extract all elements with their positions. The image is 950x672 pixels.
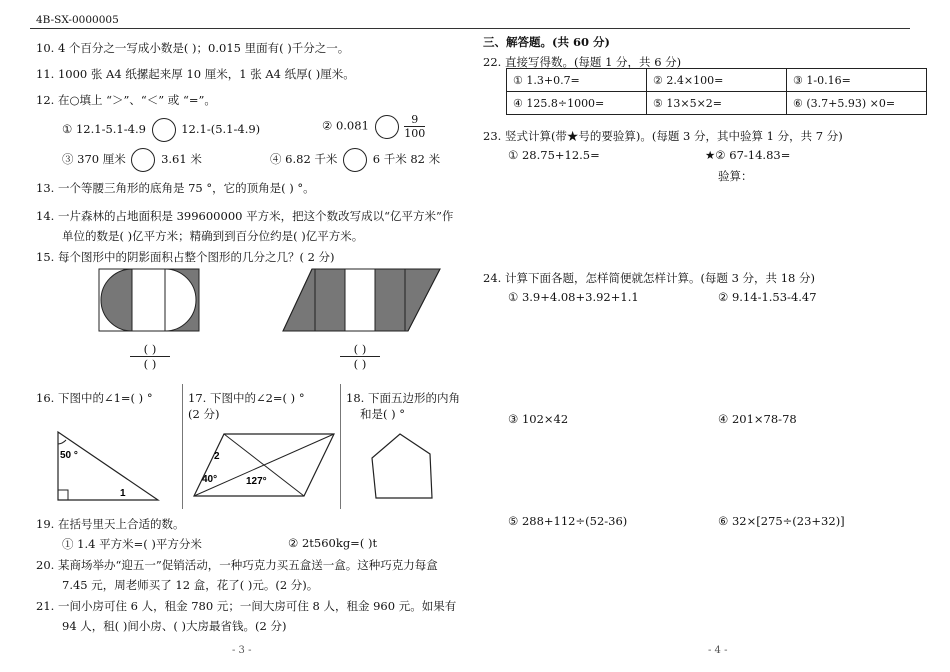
divider xyxy=(182,384,183,509)
q16-angle-1-label: 1 xyxy=(120,488,126,499)
q12-item-2 xyxy=(322,113,425,140)
q18-pentagon xyxy=(370,432,438,500)
q12a-right: 12.1-(5.1-4.9) xyxy=(181,122,261,136)
question-20-line2: 7.45 元，周老师买了 12 盒，花了( )元。(2 分)。 xyxy=(62,578,319,592)
page-number-left: - 3 - xyxy=(232,645,252,656)
q15a-denominator: ( ) xyxy=(130,356,170,371)
table-cell[interactable]: ② 2.4×100= xyxy=(647,69,787,92)
q12-item-4 xyxy=(270,148,440,172)
table-row xyxy=(507,92,927,115)
q12-item-1 xyxy=(62,118,260,142)
table-cell[interactable]: ① 1.3+0.7= xyxy=(507,69,647,92)
divider xyxy=(340,384,341,509)
question-14-line1: 14. 一片森林的占地面积是 399600000 平方米，把这个数改写成以“亿平方米”作 xyxy=(36,209,454,223)
q15a-answer[interactable] xyxy=(130,342,170,371)
compare-circle[interactable] xyxy=(152,118,176,142)
section-title: 三、解答题。(共 60 分) xyxy=(483,35,610,49)
table-cell[interactable]: ③ 1-0.16= xyxy=(787,69,927,92)
q16-angle-label: 50 ° xyxy=(60,450,78,461)
fraction-denominator: 100 xyxy=(404,127,426,140)
q24-item-4: ④ 201×78-78 xyxy=(718,412,797,426)
q17-parallelogram xyxy=(192,432,338,498)
question-17-line1: 17. 下图中的∠2=( ) ° xyxy=(188,391,305,405)
q12c-left: ③ 370 厘米 xyxy=(62,152,126,166)
q15b-numerator: ( ) xyxy=(353,342,367,356)
q23-check-label: 验算： xyxy=(718,169,753,183)
q23-item-2: ★② 67-14.83= xyxy=(705,148,791,162)
question-18-line1: 18. 下面五边形的内角 xyxy=(346,391,460,405)
question-21-line1: 21. 一间小房可住 6 人，租金 780 元；一间大房可住 8 人，租金 960 元。如果有 xyxy=(36,599,457,613)
fraction xyxy=(404,113,425,140)
compare-circle[interactable] xyxy=(343,148,367,172)
doc-code: 4B-SX-0000005 xyxy=(36,14,119,26)
q24-item-3: ③ 102×42 xyxy=(508,412,569,426)
question-16: 16. 下图中的∠1=( ) ° xyxy=(36,391,153,405)
question-14-line2: 单位的数是( )亿平方米；精确到到百分位约是( )亿平方米。 xyxy=(62,229,364,243)
q12a-left: ① 12.1-5.1-4.9 xyxy=(62,122,146,136)
q15b-denominator: ( ) xyxy=(340,356,380,371)
q12-item-3 xyxy=(62,148,202,172)
q19-item-2: ② 2t560kg=( )t xyxy=(288,536,378,550)
q24-item-5: ⑤ 288+112÷(52-36) xyxy=(508,514,628,528)
compare-circle[interactable] xyxy=(375,115,399,139)
q23-item-1: ① 28.75+12.5= xyxy=(508,148,600,162)
table-row xyxy=(507,69,927,92)
table-cell[interactable]: ④ 125.8÷1000= xyxy=(507,92,647,115)
page-number-right: - 4 - xyxy=(708,645,728,656)
q16-triangle xyxy=(54,430,162,502)
q15-figure-rectangle xyxy=(98,268,200,332)
question-20-line1: 20. 某商场举办“迎五一”促销活动，一种巧克力买五盒送一盒。这种巧克力每盒 xyxy=(36,558,438,572)
q22-table xyxy=(506,68,927,115)
table-cell[interactable]: ⑤ 13×5×2= xyxy=(647,92,787,115)
q17-angle-2-label: 2 xyxy=(214,451,220,462)
question-18-line2: 和是( ) ° xyxy=(360,407,406,421)
q24-item-2: ② 9.14-1.53-4.47 xyxy=(718,290,817,304)
question-23: 23. 竖式计算(带★号的要验算)。(每题 3 分，其中验算 1 分，共 7 分) xyxy=(483,129,843,143)
question-19: 19. 在括号里天上合适的数。 xyxy=(36,517,185,531)
q12b-left: ② 0.081 xyxy=(322,118,369,133)
question-17-line2: (2 分) xyxy=(188,407,220,421)
q15b-answer[interactable] xyxy=(340,342,380,371)
compare-circle[interactable] xyxy=(131,148,155,172)
q15-figure-parallelogram xyxy=(282,268,442,332)
q12d-right: 6 千米 82 米 xyxy=(372,152,441,166)
question-12: 12. 在○填上 “＞”、“＜” 或 “=”。 xyxy=(36,93,216,107)
question-24: 24. 计算下面各题，怎样简便就怎样计算。(每题 3 分，共 18 分) xyxy=(483,271,815,285)
question-11: 11. 1000 张 A4 纸摞起来厚 10 厘米，1 张 A4 纸厚( )厘米。 xyxy=(36,67,355,81)
q12d-left: ④ 6.82 千米 xyxy=(270,152,338,166)
question-21-line2: 94 人，租( )间小房、( )大房最省钱。(2 分) xyxy=(62,619,287,633)
q17-angle-127-label: 127° xyxy=(246,476,267,487)
q17-angle-40-label: 40° xyxy=(202,474,218,485)
q24-item-6: ⑥ 32×[275÷(23+32)] xyxy=(718,514,845,528)
question-22: 22. 直接写得数。(每题 1 分，共 6 分) xyxy=(483,55,682,69)
q15a-numerator: ( ) xyxy=(143,342,157,356)
q19-item-1: ① 1.4 平方米=( )平方分米 xyxy=(62,537,202,551)
table-cell[interactable]: ⑥ (3.7+5.93) ×0= xyxy=(787,92,927,115)
fraction-numerator: 9 xyxy=(411,113,419,126)
header-rule xyxy=(30,28,910,29)
question-13: 13. 一个等腰三角形的底角是 75 °，它的顶角是( ) °。 xyxy=(36,181,315,195)
question-15: 15. 每个图形中的阴影面积占整个图形的几分之几？( 2 分) xyxy=(36,250,335,264)
question-10: 10. 4 个百分之一写成小数是( )；0.015 里面有( )千分之一。 xyxy=(36,41,350,55)
q24-item-1: ① 3.9+4.08+3.92+1.1 xyxy=(508,290,639,304)
q12c-right: 3.61 米 xyxy=(161,152,202,166)
